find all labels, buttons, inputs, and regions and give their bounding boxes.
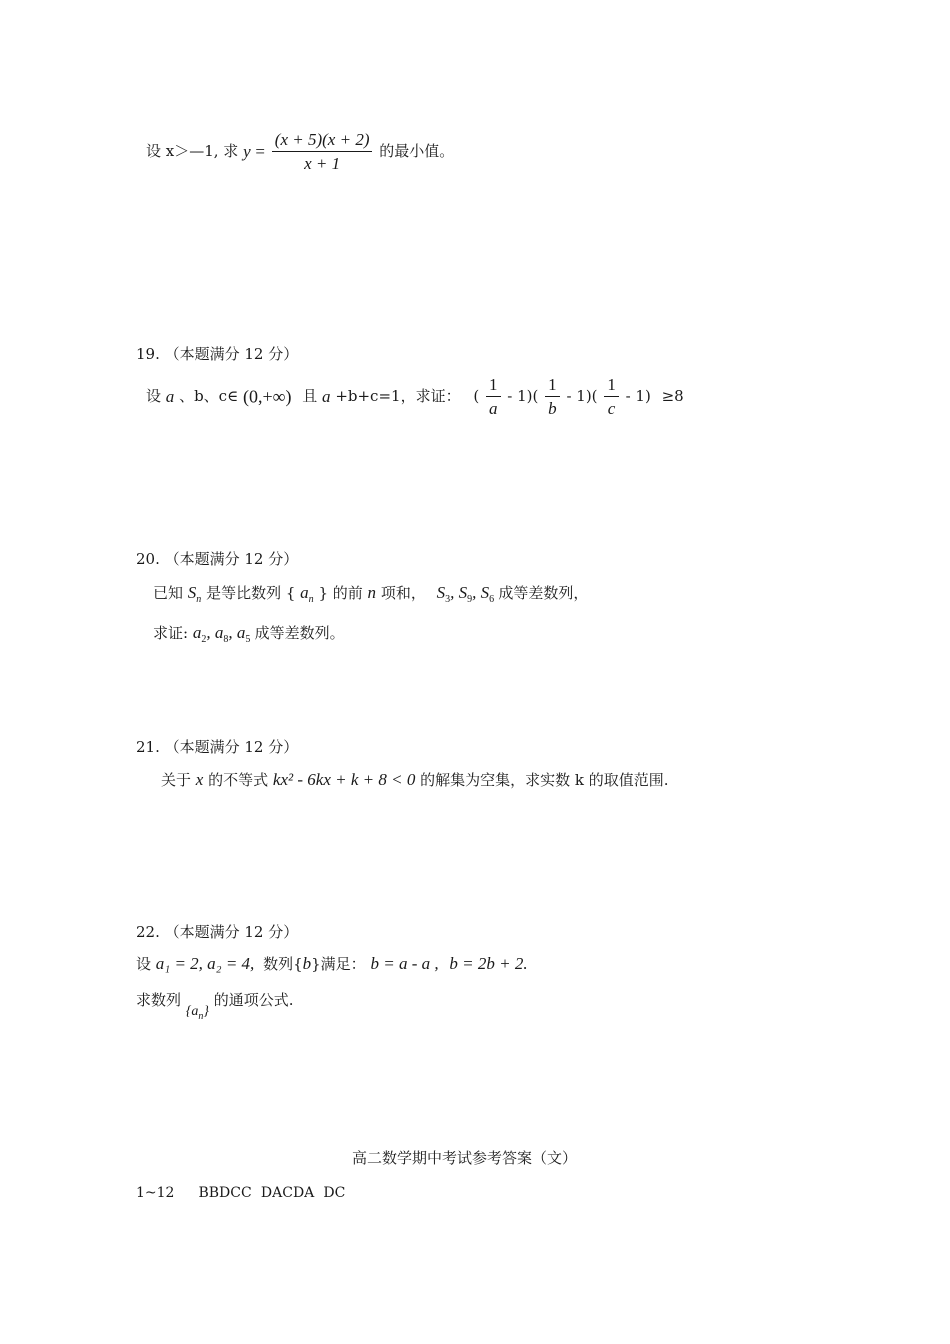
q22-relation-2: b = 2b + 2. bbox=[449, 954, 528, 973]
q22-line1 bbox=[136, 955, 528, 972]
q19-open: ( bbox=[473, 387, 480, 405]
q18-line bbox=[146, 131, 454, 172]
q19-minus-b: - 1)( bbox=[566, 387, 598, 405]
q18-tail: 的最小值。 bbox=[379, 142, 455, 160]
q20-text-f: 求证: bbox=[153, 624, 189, 642]
q20-text-a: 已知 bbox=[153, 584, 184, 602]
q19-mid1: 、b、c∈ bbox=[179, 387, 239, 405]
q19-heading: 19. （本题满分 12 分） bbox=[136, 345, 299, 363]
q21-text-c: 的解集为空集，求实数 k 的取值范围. bbox=[420, 771, 669, 789]
q19-cond: +b+c=1，求证： bbox=[335, 387, 461, 405]
q19-minus-a: - 1)( bbox=[507, 387, 539, 405]
q19-frac-b-num: 1 bbox=[545, 376, 560, 397]
q20-heading: 20. （本题满分 12 分） bbox=[136, 550, 299, 568]
q21-line bbox=[161, 771, 669, 788]
q21-text-b: 的不等式 bbox=[208, 771, 269, 789]
q20-text-g: 成等差数列。 bbox=[254, 624, 345, 642]
answer-key-line bbox=[136, 1186, 345, 1200]
q19-a2: a bbox=[322, 387, 331, 406]
q22-text-b: 数列{ bbox=[263, 955, 303, 973]
q19-frac-a-den: a bbox=[489, 399, 498, 418]
q19-frac-b-den: b bbox=[548, 399, 557, 418]
q21-inequality: kx² - 6kx + k + 8 < 0 bbox=[272, 770, 416, 789]
q21-text-a: 关于 bbox=[161, 771, 192, 789]
answer-range: 1~12 bbox=[136, 1185, 175, 1201]
q19-frac-b bbox=[545, 376, 560, 417]
q22-text-e: 的通项公式. bbox=[213, 991, 294, 1009]
q18-numerator: (x + 5)(x + 2) bbox=[272, 131, 373, 152]
q20-Sn: $S_n$ bbox=[187, 583, 202, 605]
q20-text-d: 项和， bbox=[380, 584, 426, 602]
answer-group-1: BBDCC bbox=[198, 1185, 252, 1201]
q19-frac-a-num: 1 bbox=[486, 376, 501, 397]
q19-line bbox=[146, 376, 684, 417]
q18-fraction bbox=[272, 131, 373, 172]
q22-relation-1: b = a - a , bbox=[370, 954, 439, 973]
q19-frac-c-num: 1 bbox=[604, 376, 619, 397]
q22-text-a: 设 bbox=[136, 955, 152, 973]
q18-lead: 设 x＞—1, 求 bbox=[146, 142, 239, 160]
answer-key-title: 高二数学期中考试参考答案（文） bbox=[352, 1149, 578, 1167]
q20-line1 bbox=[153, 584, 588, 605]
q19-interval: (0,+∞) bbox=[242, 386, 292, 407]
q19-a: a bbox=[165, 387, 175, 406]
q19-lead: 设 bbox=[146, 387, 162, 405]
q19-minus-c: - 1) bbox=[625, 387, 651, 405]
q19-mid2: 且 bbox=[302, 387, 318, 405]
q20-n: n bbox=[367, 583, 377, 602]
q20-text-b: 是等比数列 { bbox=[206, 584, 296, 602]
q18-denominator: x + 1 bbox=[304, 154, 341, 173]
q20-text-c: } 的前 bbox=[318, 584, 363, 602]
q19-frac-a bbox=[486, 376, 501, 417]
q20-an: $a_n$ bbox=[300, 583, 314, 605]
q18-eq: = bbox=[255, 142, 266, 161]
answer-group-3: DC bbox=[323, 1185, 346, 1201]
answer-group-2: DACDA bbox=[260, 1185, 315, 1201]
q19-ineq: ≥8 bbox=[661, 387, 684, 405]
q19-frac-c bbox=[604, 376, 619, 417]
q22-heading: 22. （本题满分 12 分） bbox=[136, 923, 299, 941]
q21-heading: 21. （本题满分 12 分） bbox=[136, 738, 299, 756]
q22-text-c: }满足： bbox=[311, 955, 366, 973]
q20-S-list: $S_3$, $S_9$, $S_6$ bbox=[436, 583, 495, 605]
q22-bn: b bbox=[302, 954, 312, 973]
q22-text-d: 求数列 bbox=[136, 991, 182, 1009]
q22-line2 bbox=[136, 993, 294, 1022]
q19-frac-c-den: c bbox=[607, 399, 616, 418]
q20-line2 bbox=[153, 624, 345, 645]
q20-text-e: 成等差数列， bbox=[498, 584, 589, 602]
q20-a-list: $a_2$, $a_8$, $a_5$ bbox=[192, 623, 251, 645]
q21-x: x bbox=[195, 770, 204, 789]
q18-y: y bbox=[243, 142, 251, 161]
q22-cond: a₁ = 2, a₂ = 4, bbox=[155, 954, 255, 973]
q22-an-set: $\{a_n\}$ bbox=[185, 1004, 210, 1022]
